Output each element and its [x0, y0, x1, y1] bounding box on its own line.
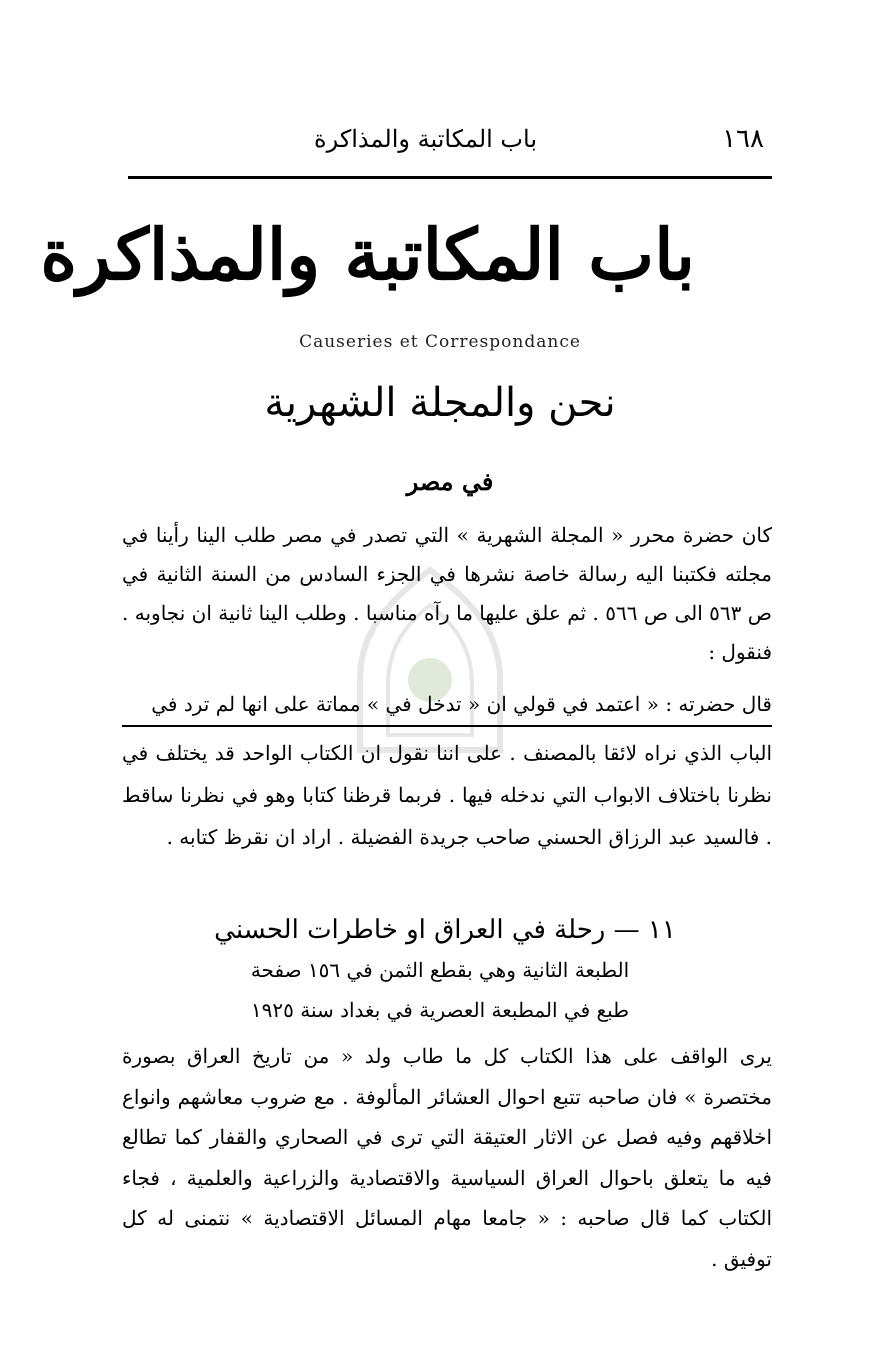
article-title: نحن والمجلة الشهرية [264, 380, 616, 426]
running-header [128, 122, 764, 162]
article-paragraph-1: كان حضرة محرر « المجلة الشهرية » التي تصدر في مصر طلب الينا رأينا في مجلته فكتبنا اليه رسالة خاصة نشرها في الجزء السادس من السنة الثانية في ص ٥٦٣ الى ص ٥٦٦ . ثم علق عليها ما رآه مناسبا . وطلب الينا ثانية ان نجاوبه . فنقول : [122, 523, 772, 664]
section-subtitle: Causeries et Correspondance [299, 332, 581, 352]
section-title: باب المكاتبة والمذاكرة [40, 213, 695, 296]
book-review-meta-edition: الطبعة الثانية وهي بقطع الثمن في ١٥٦ صفحة [250, 958, 630, 982]
running-title: باب المكاتبة والمذاكرة [314, 125, 538, 153]
header-rule [128, 176, 772, 179]
article-subtitle: في مصر [406, 467, 494, 496]
footnote-rule [122, 725, 772, 727]
book-review-meta-printing: طبع في المطبعة العصرية في بغداد سنة ١٩٢٥ [250, 998, 630, 1022]
article-paragraph-2: قال حضرته : « اعتمد في قولي ان « تدخل في » مماتة على انها لم ترد في [151, 692, 772, 716]
article-paragraph-3: الباب الذي نراه لائقا بالمصنف . على اننا نقول ان الكتاب الواحد قد يختلف في نظرنا باختلاف الابواب التي ندخله فيها . فربما قرظنا كتابا وهو في نظرنا ساقط . فالسيد عبد الرزاق الحسني صاحب جريدة الفضيلة . اراد ان نقرظ كتابه . [122, 741, 772, 849]
page-number: ١٦٨ [722, 124, 764, 154]
book-review-body: يرى الواقف على هذا الكتاب كل ما طاب ولد « من تاريخ العراق بصورة مختصرة » فان صاحبه تتبع احوال العشائر المألوفة . مع ضروب معاشهم وانواع اخلاقهم وفيه فصل عن الاثار العتيقة التي ترى في الصحاري والقفار كما تطالع فيه ما يتعلق باحوال العراق السياسية والاقتصادية والزراعية والعلمية ، فجاء الكتاب كما قال صاحبه : « جامعا مهام المسائل الاقتصادية » نتمنى له كل توفيق . [122, 1044, 772, 1271]
book-review-title: ١١ — رحلة في العراق او خاطرات الحسني [214, 915, 676, 945]
